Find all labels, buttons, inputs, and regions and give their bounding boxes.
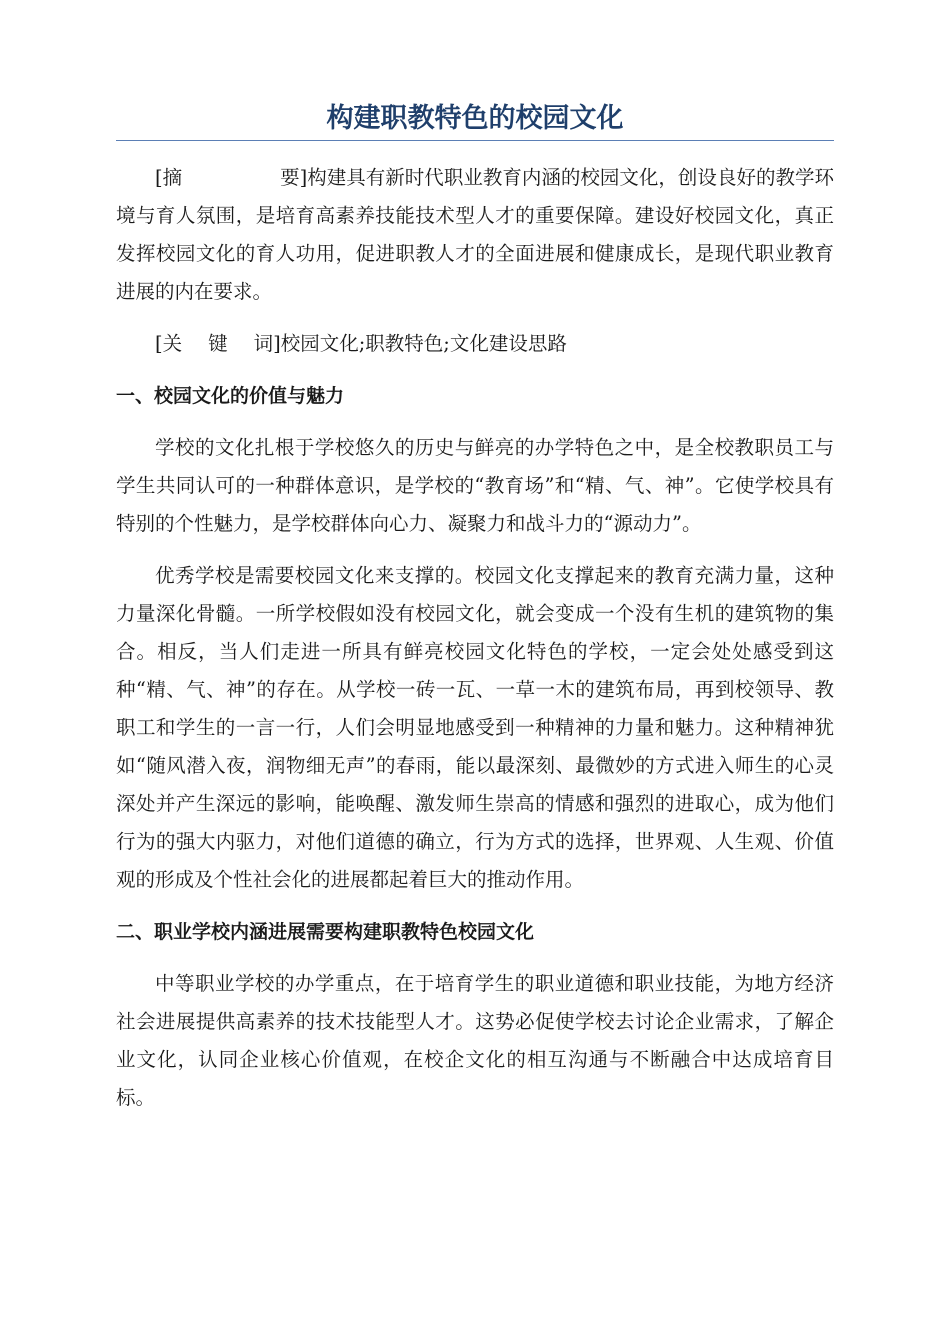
section-2-paragraph-1: 中等职业学校的办学重点，在于培育学生的职业道德和职业技能，为地方经济社会进展提供高素养的技术技能型人才。这势必促使学校去讨论企业需求，了解企业文化，认同企业核心价值观，在校企文化的相互沟通与不断融合中达成培育目标。: [116, 972, 834, 1109]
abstract-label-open: [摘: [155, 166, 183, 189]
section-1-paragraph-2: 优秀学校是需要校园文化来支撑的。校园文化支撑起来的教育充满力量，这种力量深化骨髓。一所学校假如没有校园文化，就会变成一个没有生机的建筑物的集合。相反，当人们走进一所具有鲜亮校园文化特色的学校，一定会处处感受到这种“精、气、神”的存在。从学校一砖一瓦、一草一木的建筑布局，再到校领导、教职工和学生的一言一行，人们会明显地感受到一种精神的力量和魅力。这种精神犹如“随风潜入夜，润物细无声”的春雨，能以最深刻、最微妙的方式进入师生的心灵深处并产生深远的影响，能唤醒、激发师生崇高的情感和强烈的进取心，成为他们行为的强大内驱力，对他们道德的确立，行为方式的选择，世界观、人生观、价值观的形成及个性社会化的进展都起着巨大的推动作用。: [116, 564, 834, 891]
section-2-heading: 二、职业学校内涵进展需要构建职教特色校园文化: [116, 921, 535, 943]
section-1-heading: 一、校园文化的价值与魅力: [116, 385, 345, 407]
abstract-paragraph: [116, 159, 834, 311]
keywords-label-2: 键: [208, 332, 228, 355]
keywords-text: 校园文化;职教特色;文化建设思路: [280, 332, 567, 355]
section-1-paragraph-1: 学校的文化扎根于学校悠久的历史与鲜亮的办学特色之中，是全校教职员工与学生共同认可的一种群体意识，是学校的“教育场”和“精、气、神”。它使学校具有特别的个性魅力，是学校群体向心力、凝聚力和战斗力的“源动力”。: [116, 436, 834, 535]
abstract-label-close: 要]: [280, 166, 308, 189]
keywords-label-1: [关: [155, 332, 183, 355]
abstract-text: 构建具有新时代职业教育内涵的校园文化，创设良好的教学环境与育人氛围，是培育高素养技能技术型人才的重要保障。建设好校园文化，真正发挥校园文化的育人功用，促进职教人才的全面进展和健康成长，是现代职业教育进展的内在要求。: [116, 166, 834, 303]
keywords-paragraph: [116, 325, 834, 363]
title-underline: [116, 140, 834, 141]
document-title: 构建职教特色的校园文化: [326, 103, 624, 134]
keywords-label-3: 词]: [253, 332, 281, 355]
document-page: [116, 100, 834, 1131]
